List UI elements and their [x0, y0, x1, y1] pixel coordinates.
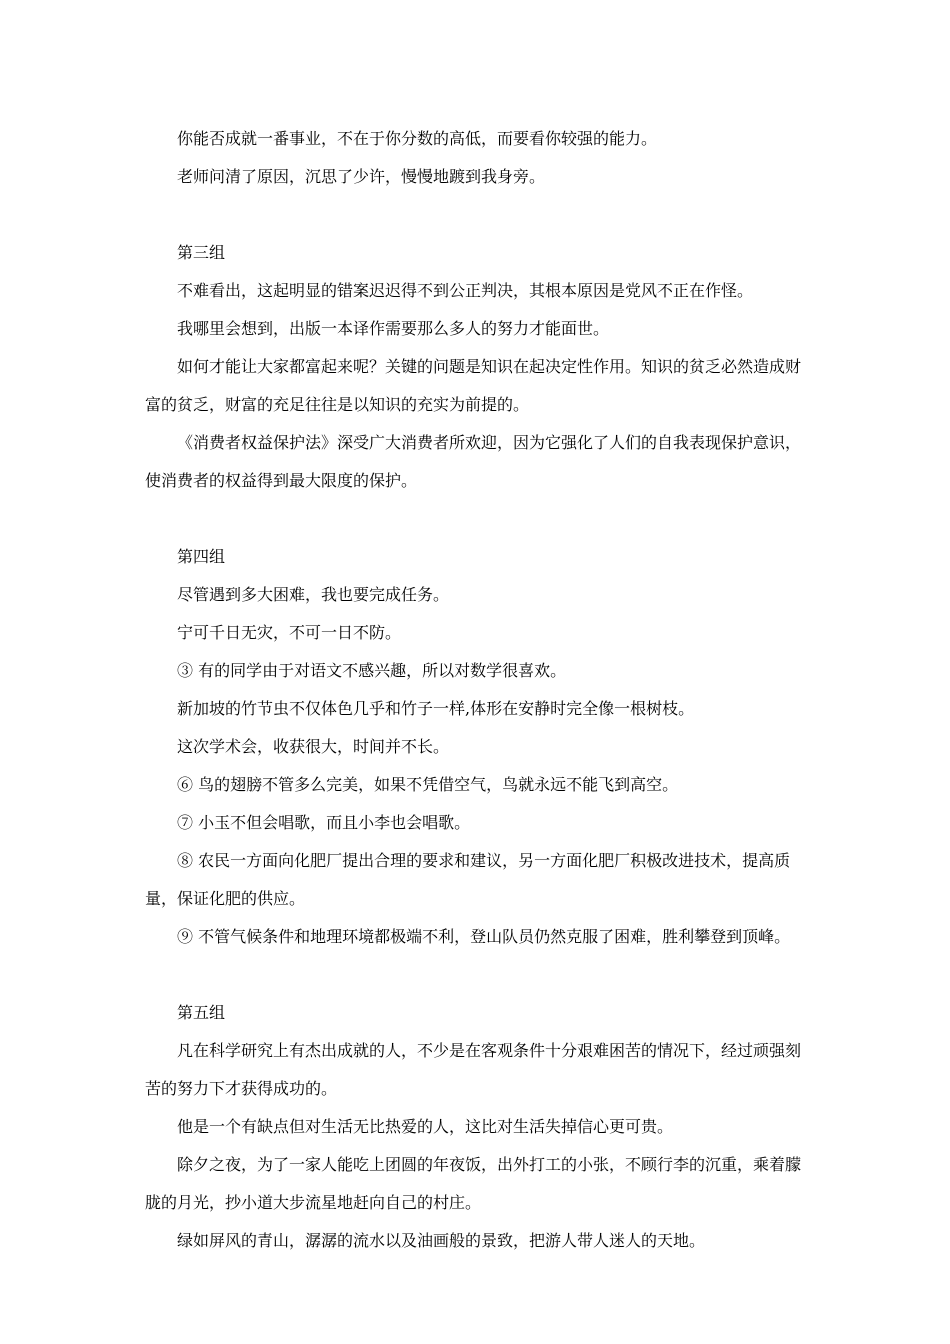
sentence-line: 尽管遇到多大困难，我也要完成任务。 [177, 585, 450, 604]
sentence-line: 如何才能让大家都富起来呢？关键的问题是知识在起决定性作用。知识的贫乏必然造成财富的贫乏，财富的充足往往是以知识的充实为前提的。 [145, 357, 802, 414]
sentence-line: 除夕之夜，为了一家人能吃上团圆的年夜饭，出外打工的小张，不顾行李的沉重，乘着朦胧的月光，抄小道大步流星地赶向自己的村庄。 [145, 1155, 802, 1212]
sentence-line: ⑨ 不管气候条件和地理环境都极端不利，登山队员仍然克服了困难，胜利攀登到顶峰。 [177, 927, 791, 946]
section-gap [145, 196, 810, 234]
sentence-line: ③ 有的同学由于对语文不感兴趣，所以对数学很喜欢。 [177, 661, 567, 680]
sentence-line: 不难看出，这起明显的错案迟迟得不到公正判决，其根本原因是党风不正在作怪。 [177, 281, 754, 300]
sentence-line: 我哪里会想到，出版一本译作需要那么多人的努力才能面世。 [177, 319, 610, 338]
section-gap [145, 500, 810, 538]
sentence-line: ⑧ 农民一方面向化肥厂提出合理的要求和建议，另一方面化肥厂积极改进技术，提高质量，保证化肥的供应。 [145, 851, 791, 908]
sentence-line: 这次学术会，收获很大，时间并不长。 [177, 737, 450, 756]
sentence-line: 新加坡的竹节虫不仅体色几乎和竹子一样,体形在安静时完全像一根树枝。 [177, 699, 695, 718]
sentence-line: 绿如屏风的青山，潺潺的流水以及油画般的景致，把游人带人迷人的天地。 [177, 1231, 706, 1250]
sentence-line: ⑦ 小玉不但会唱歌，而且小李也会唱歌。 [177, 813, 471, 832]
sentence-line: 老师问清了原因，沉思了少许，慢慢地踱到我身旁。 [177, 167, 546, 186]
group-title-5: 第五组 [177, 1003, 226, 1022]
sentence-line: 《消费者权益保护法》深受广大消费者所欢迎，因为它强化了人们的自我表现保护意识，使消费者的权益得到最大限度的保护。 [145, 433, 802, 490]
group-title-4: 第四组 [177, 547, 226, 566]
sentence-line: 你能否成就一番事业，不在于你分数的高低，而要看你较强的能力。 [177, 129, 658, 148]
sentence-line: 他是一个有缺点但对生活无比热爱的人，这比对生活失掉信心更可贵。 [177, 1117, 674, 1136]
group-title-3: 第三组 [177, 243, 226, 262]
sentence-line: 凡在科学研究上有杰出成就的人，不少是在客观条件十分艰难困苦的情况下，经过顽强刻苦的努力下才获得成功的。 [145, 1041, 802, 1098]
sentence-line: ⑥ 鸟的翅膀不管多么完美，如果不凭借空气，鸟就永远不能飞到高空。 [177, 775, 679, 794]
section-gap [145, 956, 810, 994]
document-body [145, 120, 810, 1260]
sentence-line: 宁可千日无灾，不可一日不防。 [177, 623, 402, 642]
